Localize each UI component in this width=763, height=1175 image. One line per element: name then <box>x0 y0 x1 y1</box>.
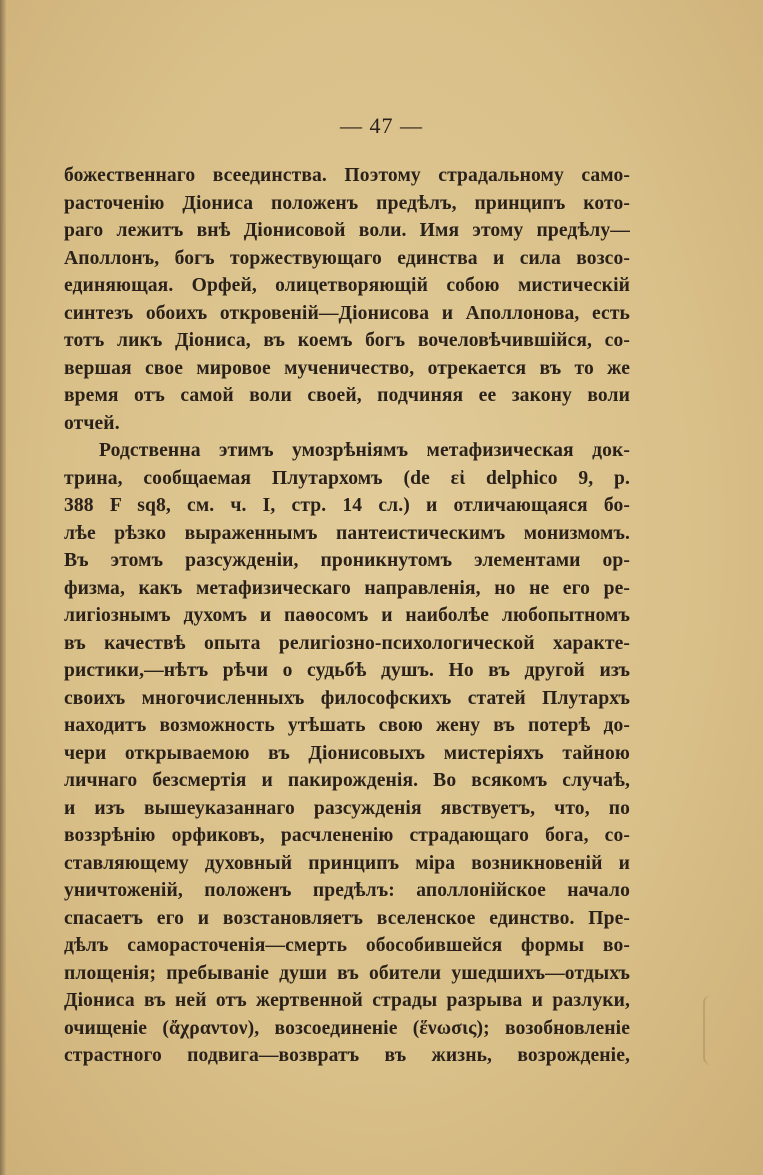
text-line: уничтоженій, положенъ предѣлъ: аполлонійское начало <box>64 880 630 901</box>
text-line: трина, сообщаемая Плутархомъ (de εἰ delphico 9, p. <box>64 467 630 489</box>
text-line: единяющая. Орфей, олицетворяющій собою мистическій <box>64 275 630 296</box>
text-line: Діониса въ ней отъ жертвенной страды разрыва и разлуки, <box>64 990 630 1011</box>
text-line: Въ этомъ разсужденіи, проникнутомъ элементами ор- <box>64 550 630 571</box>
text-line: страстного подвига—возвратъ въ жизнь, возрожденіе, <box>64 1045 630 1066</box>
page-binding-edge <box>0 0 6 1175</box>
text-line: ристики,—нѣтъ рѣчи о судьбѣ душъ. Но въ другой изъ <box>64 660 630 681</box>
text-line: дѣлъ саморасточенія—смерть обособившейся формы во- <box>64 935 630 956</box>
text-line: чери открываемою въ Діонисовыхъ мистеріяхъ тайною <box>64 742 630 764</box>
text-line: 388 F sq8, см. ч. I, стр. 14 сл.) и отличающаяся бо- <box>64 495 630 516</box>
text-line: расточенію Діониса положенъ предѣлъ, принципъ кото- <box>64 192 630 214</box>
text-line: ставляющему духовный принципъ міра возникновеній и <box>64 852 630 874</box>
text-line: площенія; пребываніе души въ обители ушедшихъ—отдыхъ <box>64 962 630 984</box>
text-line: Родственна этимъ умозрѣніямъ метафизическая док- <box>99 440 630 461</box>
text-line: Аполлонъ, богъ торжествующаго единства и сила возсо- <box>64 247 630 269</box>
text-line: раго лежитъ внѣ Діонисовой воли. Имя этому предѣлу— <box>64 220 630 241</box>
pencil-mark <box>703 995 721 1065</box>
text-line: находитъ возможность утѣшать свою жену въ потерѣ до- <box>64 715 630 736</box>
text-line: тотъ ликъ Діониса, въ коемъ богъ вочеловѣчившійся, со- <box>64 330 630 351</box>
text-line: лѣе рѣзко выраженнымъ пантеистическимъ монизмомъ. <box>64 522 630 544</box>
text-line: спасаетъ его и возстановляетъ вселенское единство. Пре- <box>64 907 630 929</box>
text-line: лигіознымъ духомъ и паѳосомъ и наиболѣе любопытномъ <box>64 605 630 626</box>
text-line: божественнаго всеединства. Поэтому страдальному само- <box>64 165 630 186</box>
text-line: личнаго безсмертія и пакирожденія. Во всякомъ случаѣ, <box>64 770 630 791</box>
text-line: синтезъ обоихъ откровеній—Діонисова и Аполлонова, есть <box>64 302 630 324</box>
text-line: время отъ самой воли своей, подчиняя ее закону воли <box>64 385 630 406</box>
page-number: — 47 — <box>340 113 423 138</box>
text-line: воззрѣнію орфиковъ, расчлененію страдающаго бога, со- <box>64 825 630 846</box>
text-line: физма, какъ метафизическаго направленія, но не его ре- <box>64 577 630 599</box>
text-line: очищеніе (ἄχραντον), возсоединеніе (ἕνωσις); возобновленіе <box>64 1017 630 1039</box>
text-line: въ качествѣ опыта религіозно-психологической характе- <box>64 632 630 654</box>
text-line: отчей. <box>64 412 120 434</box>
body-text <box>64 162 630 1070</box>
text-line: и изъ вышеуказаннаго разсужденія явствуетъ, что, по <box>64 797 630 819</box>
text-line: вершая свое мировое мученичество, отрекается въ то же <box>64 357 630 379</box>
text-line: своихъ многочисленныхъ философскихъ статей Плутархъ <box>64 687 630 709</box>
